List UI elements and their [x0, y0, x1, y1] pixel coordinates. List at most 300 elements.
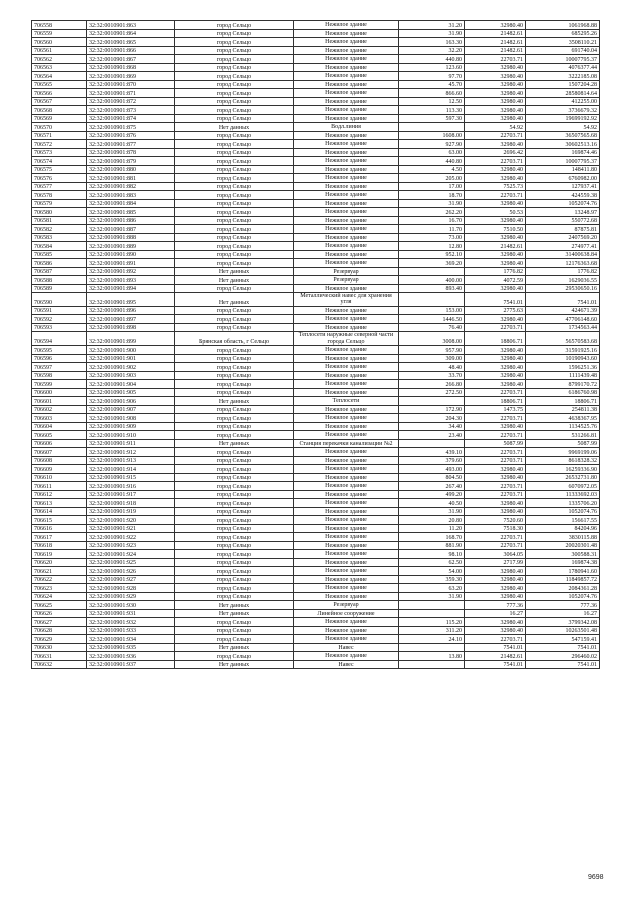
cadastral-number-cell: 32:32:0010901:921 [87, 524, 175, 533]
table-row [32, 558, 600, 567]
table-row [32, 618, 600, 627]
area-cell: 40.50 [399, 499, 465, 508]
registry-table-body [32, 21, 600, 669]
address-cell: город Сельцо [175, 618, 294, 627]
area-cell [399, 609, 465, 618]
row-number-cell: 706631 [32, 652, 87, 661]
row-number-cell: 706611 [32, 482, 87, 491]
cadastral-number-cell: 32:32:0010901:888 [87, 233, 175, 242]
cadastral-number-cell: 32:32:0010901:870 [87, 80, 175, 89]
address-cell: Нет данных [175, 123, 294, 132]
cadastral-value-cell: 6070972.05 [526, 482, 600, 491]
cadastral-value-cell: 16.27 [526, 609, 600, 618]
unit-value-cell: 7541.01 [465, 660, 526, 669]
table-row [32, 72, 600, 81]
object-name-cell: Нежилое здание [294, 448, 399, 457]
cadastral-value-cell: 1596251.36 [526, 363, 600, 372]
cadastral-number-cell: 32:32:0010901:916 [87, 482, 175, 491]
address-cell: город Сельцо [175, 414, 294, 423]
cadastral-value-cell: 2407569.20 [526, 233, 600, 242]
cadastral-value-cell: 26532731.80 [526, 473, 600, 482]
object-name-cell: Нежилое здание [294, 165, 399, 174]
address-cell: город Сельцо [175, 259, 294, 268]
row-number-cell: 706627 [32, 618, 87, 627]
row-number-cell: 706570 [32, 123, 87, 132]
cadastral-number-cell: 32:32:0010901:883 [87, 191, 175, 200]
object-name-cell: Нежилое здание [294, 80, 399, 89]
row-number-cell: 706568 [32, 106, 87, 115]
row-number-cell: 706624 [32, 592, 87, 601]
table-row [32, 191, 600, 200]
cadastral-number-cell: 32:32:0010901:933 [87, 626, 175, 635]
row-number-cell: 706599 [32, 380, 87, 389]
cadastral-number-cell: 32:32:0010901:865 [87, 38, 175, 47]
row-number-cell: 706595 [32, 346, 87, 355]
object-name-cell: Нежилое здание [294, 63, 399, 72]
cadastral-number-cell: 32:32:0010901:920 [87, 516, 175, 525]
cadastral-value-cell: 424671.39 [526, 306, 600, 315]
unit-value-cell: 1776.82 [465, 267, 526, 276]
area-cell: 379.60 [399, 456, 465, 465]
table-row [32, 21, 600, 30]
cadastral-value-cell: 547159.41 [526, 635, 600, 644]
cadastral-value-cell: 7541.01 [526, 293, 600, 307]
area-cell: 172.90 [399, 405, 465, 414]
table-row [32, 592, 600, 601]
table-row [32, 106, 600, 115]
area-cell: 16.70 [399, 216, 465, 225]
cadastral-number-cell: 32:32:0010901:918 [87, 499, 175, 508]
address-cell: город Сельцо [175, 38, 294, 47]
area-cell: 31.90 [399, 507, 465, 516]
cadastral-number-cell: 32:32:0010901:896 [87, 306, 175, 315]
table-row [32, 490, 600, 499]
cadastral-value-cell: 13248.97 [526, 208, 600, 217]
address-cell: город Сельцо [175, 225, 294, 234]
row-number-cell: 706577 [32, 182, 87, 191]
area-cell: 440.80 [399, 157, 465, 166]
row-number-cell: 706616 [32, 524, 87, 533]
object-name-cell: Станция перекачки канализации №2 [294, 439, 399, 448]
area-cell [399, 123, 465, 132]
address-cell: город Сельцо [175, 323, 294, 332]
object-name-cell: Нежилое здание [294, 354, 399, 363]
table-row [32, 315, 600, 324]
object-name-cell: Нежилое здание [294, 114, 399, 123]
cadastral-value-cell: 9969199.06 [526, 448, 600, 457]
table-row [32, 660, 600, 669]
address-cell: Нет данных [175, 439, 294, 448]
row-number-cell: 706614 [32, 507, 87, 516]
cadastral-number-cell: 32:32:0010901:926 [87, 567, 175, 576]
unit-value-cell: 32980.40 [465, 371, 526, 380]
row-number-cell: 706625 [32, 601, 87, 610]
address-cell: город Сельцо [175, 541, 294, 550]
address-cell: город Сельцо [175, 306, 294, 315]
row-number-cell: 706584 [32, 242, 87, 251]
row-number-cell: 706622 [32, 575, 87, 584]
object-name-cell: Нежилое здание [294, 46, 399, 55]
cadastral-value-cell: 777.36 [526, 601, 600, 610]
address-cell: Нет данных [175, 609, 294, 618]
table-row [32, 38, 600, 47]
address-cell: город Сельцо [175, 242, 294, 251]
address-cell: город Сельцо [175, 524, 294, 533]
unit-value-cell: 21482.61 [465, 38, 526, 47]
row-number-cell: 706619 [32, 550, 87, 559]
cadastral-number-cell: 32:32:0010901:892 [87, 267, 175, 276]
object-name-cell: Резервуар [294, 267, 399, 276]
cadastral-number-cell: 32:32:0010901:866 [87, 46, 175, 55]
table-row [32, 422, 600, 431]
area-cell: 20.80 [399, 516, 465, 525]
cadastral-number-cell: 32:32:0010901:895 [87, 293, 175, 307]
row-number-cell: 706561 [32, 46, 87, 55]
unit-value-cell: 22703.71 [465, 323, 526, 332]
address-cell: город Сельцо [175, 388, 294, 397]
area-cell [399, 397, 465, 406]
row-number-cell: 706605 [32, 431, 87, 440]
cadastral-number-cell: 32:32:0010901:901 [87, 354, 175, 363]
address-cell: город Сельцо [175, 131, 294, 140]
area-cell: 11.20 [399, 524, 465, 533]
table-row [32, 524, 600, 533]
object-name-cell: Нежилое здание [294, 242, 399, 251]
object-name-cell: Нежилое здание [294, 414, 399, 423]
unit-value-cell: 32980.40 [465, 507, 526, 516]
table-row [32, 276, 600, 285]
table-row [32, 354, 600, 363]
area-cell [399, 660, 465, 669]
cadastral-value-cell: 1052074.76 [526, 592, 600, 601]
address-cell: город Сельцо [175, 55, 294, 64]
cadastral-number-cell: 32:32:0010901:912 [87, 448, 175, 457]
cadastral-number-cell: 32:32:0010901:902 [87, 363, 175, 372]
area-cell: 204.30 [399, 414, 465, 423]
object-name-cell: Нежилое здание [294, 97, 399, 106]
object-name-cell: Нежилое здание [294, 29, 399, 38]
row-number-cell: 706591 [32, 306, 87, 315]
address-cell: город Сельцо [175, 315, 294, 324]
cadastral-value-cell: 148411.80 [526, 165, 600, 174]
unit-value-cell: 32980.40 [465, 106, 526, 115]
cadastral-number-cell: 32:32:0010901:884 [87, 199, 175, 208]
cadastral-value-cell: 10263501.48 [526, 626, 600, 635]
object-name-cell: Нежилое здание [294, 157, 399, 166]
address-cell: Нет данных [175, 267, 294, 276]
area-cell: 440.80 [399, 55, 465, 64]
table-row [32, 601, 600, 610]
unit-value-cell: 22703.71 [465, 191, 526, 200]
object-name-cell: Нежилое здание [294, 584, 399, 593]
unit-value-cell: 22703.71 [465, 456, 526, 465]
address-cell: Нет данных [175, 643, 294, 652]
unit-value-cell: 2696.42 [465, 148, 526, 157]
area-cell: 98.10 [399, 550, 465, 559]
area-cell: 11.70 [399, 225, 465, 234]
cadastral-number-cell: 32:32:0010901:903 [87, 371, 175, 380]
row-number-cell: 706601 [32, 397, 87, 406]
cadastral-number-cell: 32:32:0010901:909 [87, 422, 175, 431]
area-cell: 205.00 [399, 174, 465, 183]
row-number-cell: 706559 [32, 29, 87, 38]
address-cell: город Сельцо [175, 72, 294, 81]
address-cell: город Сельцо [175, 216, 294, 225]
area-cell: 31.90 [399, 592, 465, 601]
cadastral-number-cell: 32:32:0010901:872 [87, 97, 175, 106]
unit-value-cell: 32980.40 [465, 80, 526, 89]
cadastral-value-cell: 1629036.55 [526, 276, 600, 285]
area-cell: 309.00 [399, 354, 465, 363]
address-cell: город Сельцо [175, 473, 294, 482]
cadastral-number-cell: 32:32:0010901:936 [87, 652, 175, 661]
object-name-cell: Водл.линия [294, 123, 399, 132]
row-number-cell: 706604 [32, 422, 87, 431]
cadastral-number-cell: 32:32:0010901:925 [87, 558, 175, 567]
cadastral-value-cell: 10190943.60 [526, 354, 600, 363]
unit-value-cell: 32980.40 [465, 618, 526, 627]
cadastral-number-cell: 32:32:0010901:875 [87, 123, 175, 132]
table-row [32, 346, 600, 355]
object-name-cell: Нежилое здание [294, 346, 399, 355]
table-row [32, 363, 600, 372]
area-cell: 97.70 [399, 72, 465, 81]
address-cell: город Сельцо [175, 575, 294, 584]
area-cell: 359.30 [399, 575, 465, 584]
cadastral-value-cell: 274977.41 [526, 242, 600, 251]
unit-value-cell: 32980.40 [465, 97, 526, 106]
address-cell: город Сельцо [175, 380, 294, 389]
address-cell: город Сельцо [175, 114, 294, 123]
cadastral-number-cell: 32:32:0010901:906 [87, 397, 175, 406]
row-number-cell: 706598 [32, 371, 87, 380]
cadastral-value-cell: 28580814.64 [526, 89, 600, 98]
row-number-cell: 706620 [32, 558, 87, 567]
cadastral-value-cell: 3222185.08 [526, 72, 600, 81]
object-name-cell: Нежилое здание [294, 405, 399, 414]
row-number-cell: 706621 [32, 567, 87, 576]
object-name-cell: Нежилое здание [294, 182, 399, 191]
address-cell: город Сельцо [175, 46, 294, 55]
unit-value-cell: 32980.40 [465, 422, 526, 431]
object-name-cell: Нежилое здание [294, 225, 399, 234]
unit-value-cell: 22703.71 [465, 541, 526, 550]
row-number-cell: 706593 [32, 323, 87, 332]
address-cell: город Сельцо [175, 626, 294, 635]
cadastral-value-cell: 20020301.48 [526, 541, 600, 550]
table-row [32, 626, 600, 635]
area-cell: 18.70 [399, 191, 465, 200]
table-row [32, 242, 600, 251]
row-number-cell: 706617 [32, 533, 87, 542]
unit-value-cell: 50.53 [465, 208, 526, 217]
row-number-cell: 706587 [32, 267, 87, 276]
table-row [32, 131, 600, 140]
cadastral-value-cell: 424559.38 [526, 191, 600, 200]
table-row [32, 405, 600, 414]
table-row [32, 29, 600, 38]
cadastral-number-cell: 32:32:0010901:900 [87, 346, 175, 355]
address-cell: город Сельцо [175, 165, 294, 174]
unit-value-cell: 32980.40 [465, 575, 526, 584]
area-cell: 17.00 [399, 182, 465, 191]
cadastral-number-cell: 32:32:0010901:911 [87, 439, 175, 448]
table-row [32, 643, 600, 652]
address-cell: город Сельцо [175, 199, 294, 208]
cadastral-value-cell: 31400638.84 [526, 250, 600, 259]
unit-value-cell: 32980.40 [465, 626, 526, 635]
address-cell: город Сельцо [175, 371, 294, 380]
cadastral-number-cell: 32:32:0010901:897 [87, 315, 175, 324]
cadastral-value-cell: 1052074.76 [526, 507, 600, 516]
registry-table [31, 20, 600, 669]
table-row [32, 575, 600, 584]
cadastral-value-cell: 7541.01 [526, 660, 600, 669]
row-number-cell: 706590 [32, 293, 87, 307]
cadastral-number-cell: 32:32:0010901:880 [87, 165, 175, 174]
area-cell: 31.90 [399, 29, 465, 38]
row-number-cell: 706560 [32, 38, 87, 47]
unit-value-cell: 21482.61 [465, 652, 526, 661]
unit-value-cell: 32980.40 [465, 63, 526, 72]
unit-value-cell: 22703.71 [465, 388, 526, 397]
unit-value-cell: 22703.71 [465, 431, 526, 440]
row-number-cell: 706600 [32, 388, 87, 397]
table-row [32, 250, 600, 259]
area-cell: 63.20 [399, 584, 465, 593]
area-cell: 952.10 [399, 250, 465, 259]
area-cell: 63.00 [399, 148, 465, 157]
cadastral-value-cell: 3736679.32 [526, 106, 600, 115]
area-cell [399, 267, 465, 276]
area-cell: 76.40 [399, 323, 465, 332]
unit-value-cell: 7510.50 [465, 225, 526, 234]
table-row [32, 306, 600, 315]
object-name-cell: Теплосети наружные северной части города Сельцо [294, 332, 399, 346]
area-cell [399, 439, 465, 448]
row-number-cell: 706629 [32, 635, 87, 644]
cadastral-number-cell: 32:32:0010901:879 [87, 157, 175, 166]
cadastral-number-cell: 32:32:0010901:885 [87, 208, 175, 217]
area-cell [399, 601, 465, 610]
object-name-cell: Нежилое здание [294, 635, 399, 644]
table-row [32, 267, 600, 276]
object-name-cell: Нежилое здание [294, 148, 399, 157]
cadastral-number-cell: 32:32:0010901:874 [87, 114, 175, 123]
unit-value-cell: 7541.01 [465, 643, 526, 652]
area-cell: 113.30 [399, 106, 465, 115]
cadastral-value-cell: 1507204.28 [526, 80, 600, 89]
object-name-cell: Нежилое здание [294, 21, 399, 30]
cadastral-value-cell: 1776.82 [526, 267, 600, 276]
object-name-cell: Нежилое здание [294, 131, 399, 140]
unit-value-cell: 32980.40 [465, 592, 526, 601]
address-cell: город Сельцо [175, 157, 294, 166]
cadastral-number-cell: 32:32:0010901:887 [87, 225, 175, 234]
address-cell: город Сельцо [175, 405, 294, 414]
area-cell: 439.10 [399, 448, 465, 457]
area-cell: 153.00 [399, 306, 465, 315]
cadastral-number-cell: 32:32:0010901:876 [87, 131, 175, 140]
area-cell: 115.20 [399, 618, 465, 627]
table-row [32, 473, 600, 482]
area-cell: 927.90 [399, 140, 465, 149]
cadastral-value-cell: 300588.31 [526, 550, 600, 559]
cadastral-value-cell: 6186760.98 [526, 388, 600, 397]
unit-value-cell: 777.36 [465, 601, 526, 610]
table-row [32, 174, 600, 183]
object-name-cell: Нежилое здание [294, 541, 399, 550]
unit-value-cell: 5087.99 [465, 439, 526, 448]
row-number-cell: 706596 [32, 354, 87, 363]
unit-value-cell: 22703.71 [465, 533, 526, 542]
area-cell: 24.10 [399, 635, 465, 644]
address-cell: город Сельцо [175, 148, 294, 157]
cadastral-number-cell: 32:32:0010901:907 [87, 405, 175, 414]
row-number-cell: 706632 [32, 660, 87, 669]
unit-value-cell: 7541.01 [465, 293, 526, 307]
unit-value-cell: 32980.40 [465, 233, 526, 242]
unit-value-cell: 7525.73 [465, 182, 526, 191]
unit-value-cell: 7520.60 [465, 516, 526, 525]
table-row [32, 89, 600, 98]
address-cell: город Сельцо [175, 182, 294, 191]
object-name-cell: Навес [294, 660, 399, 669]
area-cell: 163.30 [399, 38, 465, 47]
table-row [32, 46, 600, 55]
cadastral-value-cell: 550772.68 [526, 216, 600, 225]
table-row [32, 148, 600, 157]
cadastral-number-cell: 32:32:0010901:878 [87, 148, 175, 157]
area-cell: 369.20 [399, 259, 465, 268]
address-cell: город Сельцо [175, 208, 294, 217]
cadastral-value-cell: 84204.96 [526, 524, 600, 533]
address-cell: город Сельцо [175, 558, 294, 567]
unit-value-cell: 4072.59 [465, 276, 526, 285]
row-number-cell: 706615 [32, 516, 87, 525]
object-name-cell: Навес [294, 643, 399, 652]
cadastral-value-cell: 169874.46 [526, 148, 600, 157]
area-cell: 34.40 [399, 422, 465, 431]
address-cell: город Сельцо [175, 533, 294, 542]
cadastral-number-cell: 32:32:0010901:871 [87, 89, 175, 98]
cadastral-value-cell: 296460.02 [526, 652, 600, 661]
unit-value-cell: 32980.40 [465, 473, 526, 482]
unit-value-cell: 32980.40 [465, 216, 526, 225]
row-number-cell: 706567 [32, 97, 87, 106]
unit-value-cell: 32980.40 [465, 259, 526, 268]
unit-value-cell: 18806.71 [465, 332, 526, 346]
address-cell: город Сельцо [175, 499, 294, 508]
row-number-cell: 706610 [32, 473, 87, 482]
cadastral-number-cell: 32:32:0010901:930 [87, 601, 175, 610]
object-name-cell: Нежилое здание [294, 499, 399, 508]
page-number: 9698 [588, 874, 604, 881]
row-number-cell: 706628 [32, 626, 87, 635]
address-cell: город Сельцо [175, 482, 294, 491]
cadastral-number-cell: 32:32:0010901:923 [87, 541, 175, 550]
area-cell: 400.00 [399, 276, 465, 285]
cadastral-number-cell: 32:32:0010901:931 [87, 609, 175, 618]
unit-value-cell: 32980.40 [465, 315, 526, 324]
area-cell: 3008.00 [399, 332, 465, 346]
cadastral-value-cell: 54.92 [526, 123, 600, 132]
object-name-cell: Нежилое здание [294, 250, 399, 259]
unit-value-cell: 32980.40 [465, 363, 526, 372]
object-name-cell: Нежилое здание [294, 233, 399, 242]
object-name-cell: Нежилое здание [294, 191, 399, 200]
table-row [32, 533, 600, 542]
